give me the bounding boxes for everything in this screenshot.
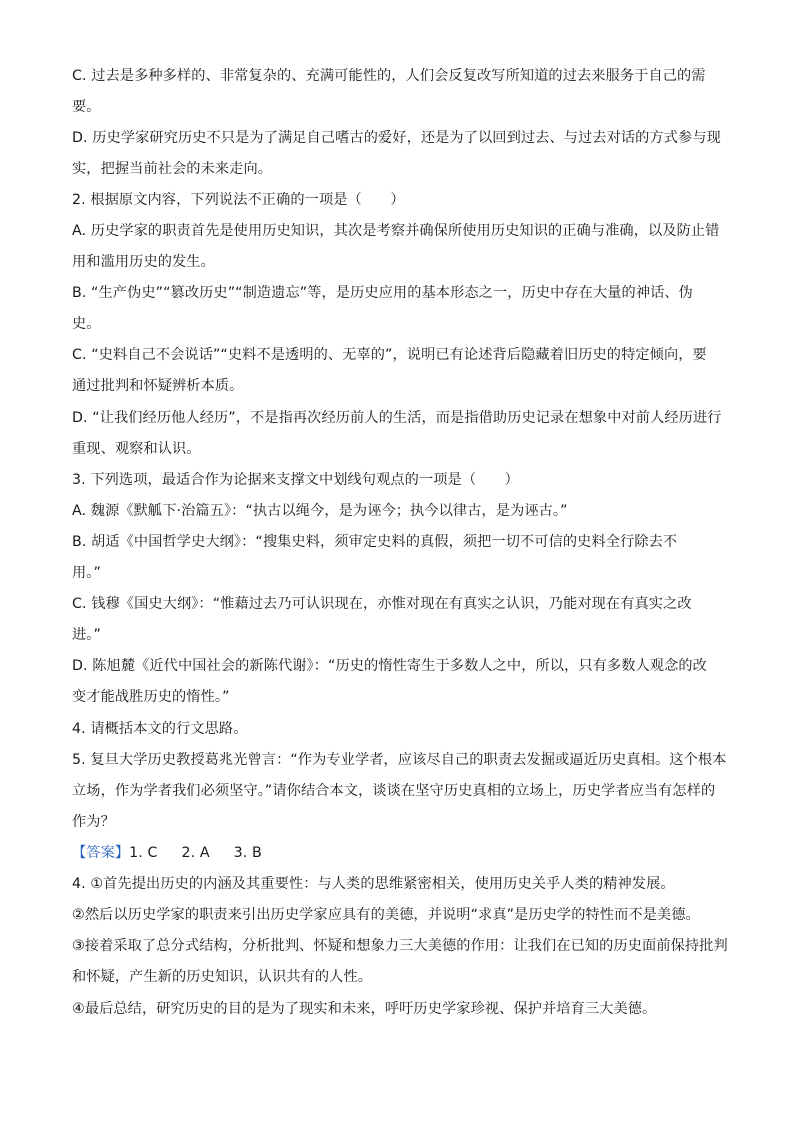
option-c-q2-line2: 通过批判和怀疑辨析本质。 [72,378,244,394]
option-b-q2-line2: 史。 [72,316,101,332]
question-3-stem: 3. 下列选项，最适合作为论据来支撑文中划线句观点的一项是（ ） [72,472,519,488]
answer-2: 2. A [181,845,210,861]
option-d-q2-line1: D. “让我们经历他人经历”，不是指再次经历前人的生活，而是指借助历史记录在想象中对前人经历进行 [72,410,722,426]
answer-4-point-1: 4. ①首先提出历史的内涵及其重要性：与人类的思维紧密相关，使用历史关乎人类的精神发展。 [72,876,675,892]
question-4-stem: 4. 请概括本文的行文思路。 [72,721,248,737]
option-b-q2-line1: B. “生产伪史”“篡改历史”“制造遗忘”等，是历史应用的基本形态之一，历史中存在大量的神话、伪 [72,285,693,301]
option-d-q1-line2: 实，把握当前社会的未来走向。 [72,161,273,177]
answer-4-point-3-line2: 和怀疑，产生新的历史知识，认识共有的人性。 [72,969,373,985]
answer-4-point-2: ②然后以历史学家的职责来引出历史学家应具有的美德，并说明“求真”是历史学的特性而不是美德。 [72,907,700,923]
option-a-q2-line1: A. 历史学家的职责首先是使用历史知识，其次是考察并确保所使用历史知识的正确与准确，以及防止错 [72,223,720,239]
answer-1: 1. C [129,845,158,861]
option-c-q1-line2: 要。 [72,99,101,115]
option-d-q3-line2: 变才能战胜历史的惰性。” [72,689,230,705]
question-5-line2: 立场，作为学者我们必须坚守。”请你结合本文，谈谈在坚守历史真相的立场上，历史学者应当有怎样的 [72,783,716,799]
option-c-q1-line1: C. 过去是多种多样的、非常复杂的、充满可能性的，人们会反复改写所知道的过去来服务于自己的需 [72,68,706,84]
answer-4-point-4: ④最后总结，研究历史的目的是为了现实和未来，呼吁历史学家珍视、保护并培育三大美德。 [72,1001,657,1017]
option-c-q2-line1: C. “史料自己不会说话”“史料不是透明的、无辜的”，说明已有论述背后隐藏着旧历史的特定倾向，要 [72,347,707,363]
option-d-q1-line1: D. 历史学家研究历史不只是为了满足自己嗜古的爱好，还是为了以回到过去、与过去对话的方式参与现 [72,130,721,146]
option-a-q3: A. 魏源《默觚下·治篇五》：“执古以绳今，是为诬今；执今以律古，是为诬古。” [72,503,568,519]
option-b-q3-line1: B. 胡适《中国哲学史大纲》：“搜集史料，须审定史料的真假，须把一切不可信的史料全行除去不 [72,534,678,550]
option-b-q3-line2: 用。” [72,565,101,581]
question-2-stem: 2. 根据原文内容，下列说法不正确的一项是（ ） [72,192,405,208]
question-5-line1: 5. 复旦大学历史教授葛兆光曾言：“作为专业学者，应该尽自己的职责去发掘或逼近历史真相。这个根本 [72,752,727,768]
option-a-q2-line2: 用和滥用历史的发生。 [72,254,215,270]
answer-tag: 【答案】 [72,845,130,861]
option-d-q2-line2: 重现、观察和认识。 [72,441,201,457]
answer-3: 3. B [233,845,262,861]
answer-line [72,843,732,863]
option-c-q3-line1: C. 钱穆《国史大纲》：“惟藉过去乃可认识现在，亦惟对现在有真实之认识，乃能对现在有真实之改 [72,596,692,612]
option-c-q3-line2: 进。” [72,627,101,643]
question-5-line3: 作为？ [72,814,115,830]
option-d-q3-line1: D. 陈旭麓《近代中国社会的新陈代谢》：“历史的惰性寄生于多数人之中，所以，只有多数人观念的改 [72,658,707,674]
answer-4-point-3-line1: ③接着采取了总分式结构，分析批判、怀疑和想象力三大美德的作用：让我们在已知的历史面前保持批判 [72,938,728,954]
